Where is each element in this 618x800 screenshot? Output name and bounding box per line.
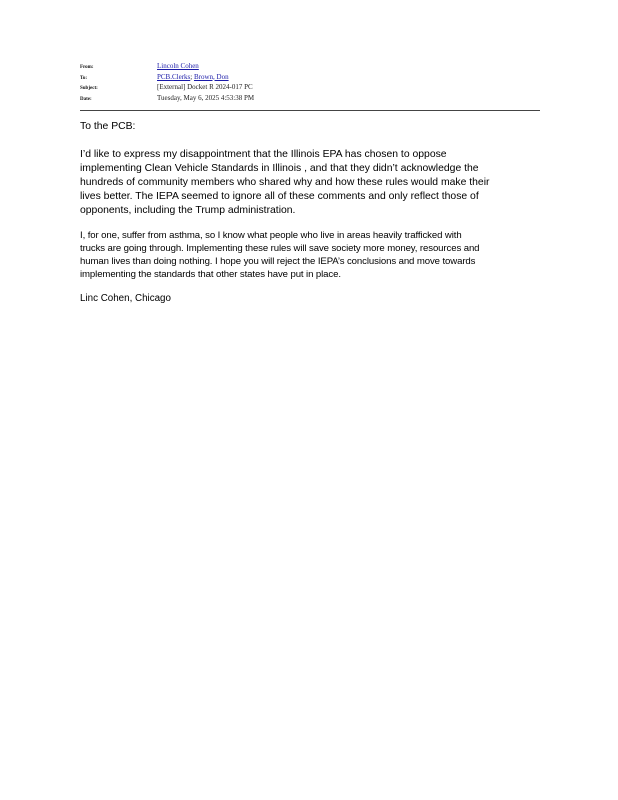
recipient-link-brown-don[interactable]: Brown, Don: [193, 72, 229, 81]
sender-link[interactable]: Lincoln Cohen: [157, 62, 199, 70]
to-label: To:: [80, 75, 88, 81]
subject-row: [80, 83, 540, 93]
paragraph-1: [80, 148, 530, 218]
email-body: [80, 120, 530, 305]
from-row: [80, 62, 540, 72]
email-header: [80, 62, 540, 104]
date-row: [80, 94, 540, 104]
greeting: To the PCB:: [80, 121, 136, 132]
paragraph-1-line: opponents, including the Trump administration.: [80, 205, 296, 216]
header-divider: [80, 110, 540, 111]
signature: Linc Cohen, Chicago: [80, 293, 171, 304]
to-row: [80, 73, 540, 83]
from-label: From:: [80, 65, 94, 70]
paragraph-1-line: I’d like to express my disappointment that the Illinois EPA has chosen to oppose: [80, 149, 447, 160]
recipient-link-pcb-clerks[interactable]: PCB.Clerks: [157, 72, 191, 81]
date-label: Date:: [80, 96, 92, 102]
date-value: Tuesday, May 6, 2025 4:53:38 PM: [157, 93, 255, 102]
paragraph-1-line: implementing Clean Vehicle Standards in Illinois , and that they didn’t acknowledge the: [80, 163, 479, 174]
paragraph-2-line: trucks are going through. Implementing these rules will save society more money, resources and: [80, 243, 480, 254]
subject-label: Subject:: [80, 86, 98, 91]
paragraph-2: [80, 229, 530, 281]
paragraph-1-line: hundreds of community members who shared why and how these rules would make their: [80, 177, 490, 188]
paragraph-2-line: I, for one, suffer from asthma, so I know what people who live in areas heavily trafficked with: [80, 230, 462, 241]
recipient-separator: ;: [190, 72, 194, 81]
from-value: [157, 62, 199, 70]
paragraph-1-line: lives better. The IEPA seemed to ignore all of these comments and only reflect those of: [80, 191, 479, 202]
paragraph-2-line: implementing the standards that other states have put in place.: [80, 269, 341, 280]
subject-value: [External] Docket R 2024-017 PC: [157, 83, 253, 91]
to-value: [157, 73, 229, 81]
paragraph-2-line: human lives than doing nothing. I hope you will reject the IEPA’s conclusions and move towards: [80, 256, 476, 267]
